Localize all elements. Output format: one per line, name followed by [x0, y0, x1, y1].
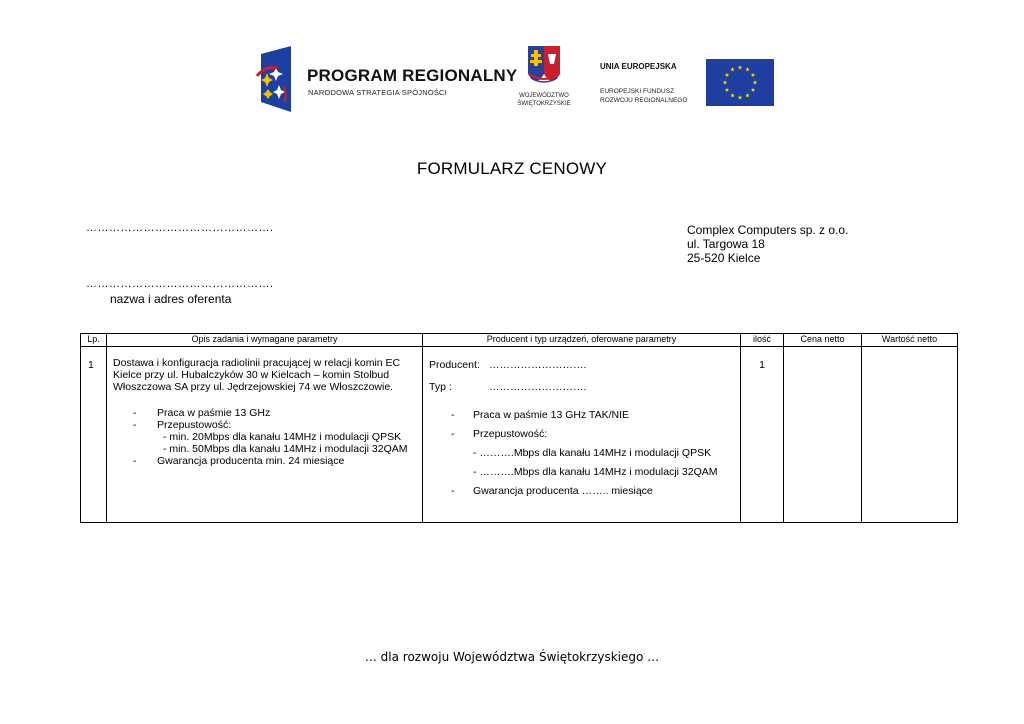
wojewodztwo-line1: WOJEWÓDZTWO	[519, 93, 569, 99]
ue-fund-line2: ROZWOJU REGIONALNEGO	[600, 97, 688, 104]
producer-label: Producent:	[429, 359, 480, 371]
header-qty: ilość	[741, 334, 784, 347]
header-description: Opis zadania i wymagane parametry	[107, 334, 423, 347]
producer-item-warranty[interactable]: Gwarancja producenta …….. miesiące	[473, 485, 653, 497]
price-table	[80, 333, 958, 523]
ue-logo-text	[600, 62, 704, 105]
description-intro: Dostawa i konfiguracja radiolinii pracującej w relacji komin EC Kielce przy ul. Hubalczyków 30 w Kielcach – komin Stolbud Włoszczowa SA przy ul. Jędrzejowskiej 74 we Włoszczowie.	[113, 357, 401, 393]
producer-item-throughput: Przepustowość:	[473, 428, 548, 440]
recipient-city: 25-520 Kielce	[687, 251, 761, 265]
row-qty: 1	[741, 347, 784, 523]
row-description: Dostawa i konfiguracja radiolinii pracującej w relacji komin EC Kielce przy ul. Hubalczyków 30 w Kielcach – komin Stolbud Włoszczowa SA przy ul. Jędrzejowskiej 74 we Włoszczowie. - Praca w paśmie 13 GHz - Przepustowość: - min. 20Mbps dla kanału 14MHz i modulacji QPSK - min. 50Mbps dla kanału 14MHz i modulacji 32QAM - Gwarancja producenta min. 24 miesiące	[107, 347, 423, 523]
description-item-warranty: Gwarancja producenta min. 24 miesiące	[157, 455, 345, 467]
type-label: Typ :	[429, 381, 452, 393]
description-item-band: Praca w paśmie 13 GHz	[157, 407, 271, 419]
row-net-price[interactable]	[784, 347, 862, 523]
row-net-value[interactable]	[862, 347, 958, 523]
type-value[interactable]: ……………………….	[489, 381, 587, 393]
header-lp: Lp.	[81, 334, 107, 347]
page-title: FORMULARZ CENOWY	[416, 159, 608, 178]
table-row	[81, 347, 958, 523]
ue-fund-line1: EUROPEJSKI FUNDUSZ	[600, 88, 675, 95]
producer-value[interactable]: ……………………….	[489, 359, 587, 371]
wojewodztwo-line2: ŚWIĘTOKRZYSKIE	[517, 101, 571, 107]
program-regionalny-subtitle: NARODOWA STRATEGIA SPÓJNOŚCI	[308, 88, 447, 97]
recipient-name: Complex Computers sp. z o.o.	[687, 223, 849, 237]
program-regionalny-logo	[255, 46, 518, 112]
ue-title: UNIA EUROPEJSKA	[600, 62, 677, 71]
sender-dots-line-2: ………………………………………….	[86, 278, 274, 290]
producer-sub-qpsk[interactable]: - ……….Mbps dla kanału 14MHz i modulacji QPSK	[473, 447, 712, 459]
description-item-throughput: Przepustowość:	[157, 419, 232, 431]
producer-sub-32qam[interactable]: - ……….Mbps dla kanału 14MHz i modulacji 32QAM	[473, 466, 718, 478]
recipient-address	[687, 223, 848, 265]
program-regionalny-title: PROGRAM REGIONALNY	[307, 66, 518, 85]
header-net-price: Cena netto	[784, 334, 862, 347]
header-producer: Producent i typ urządzeń, oferowane parametry	[423, 334, 741, 347]
footer-slogan: … dla rozwoju Województwa Świętokrzyskiego …	[364, 650, 660, 664]
table-header-row	[81, 334, 958, 347]
header-net-value: Wartość netto	[862, 334, 958, 347]
recipient-street: ul. Targowa 18	[687, 237, 765, 251]
coat-of-arms-icon	[512, 44, 576, 90]
wojewodztwo-logo	[512, 44, 576, 112]
sender-dots-line-1: ………………………………………….	[86, 222, 274, 234]
description-sub-32qam: - min. 50Mbps dla kanału 14MHz i modulacji 32QAM	[163, 443, 408, 455]
producer-item-band[interactable]: Praca w paśmie 13 GHz TAK/NIE	[473, 409, 629, 421]
sender-label: nazwa i adres oferenta	[110, 292, 232, 306]
eu-flag-icon	[706, 59, 774, 106]
row-producer: Producent: ………………………. Typ : ………………………. - Praca w paśmie 13 GHz TAK/NIE - Przepustowość: - ……….Mbps dla kanału 14MHz i modulacji QPSK - ……….Mbps dla kanału 14MHz i modulacji 32QAM - Gwarancja producenta …….. miesiące	[423, 347, 741, 523]
nss-emblem-icon	[255, 46, 303, 112]
row-lp: 1	[81, 347, 107, 523]
description-sub-qpsk: - min. 20Mbps dla kanału 14MHz i modulacji QPSK	[163, 431, 402, 443]
